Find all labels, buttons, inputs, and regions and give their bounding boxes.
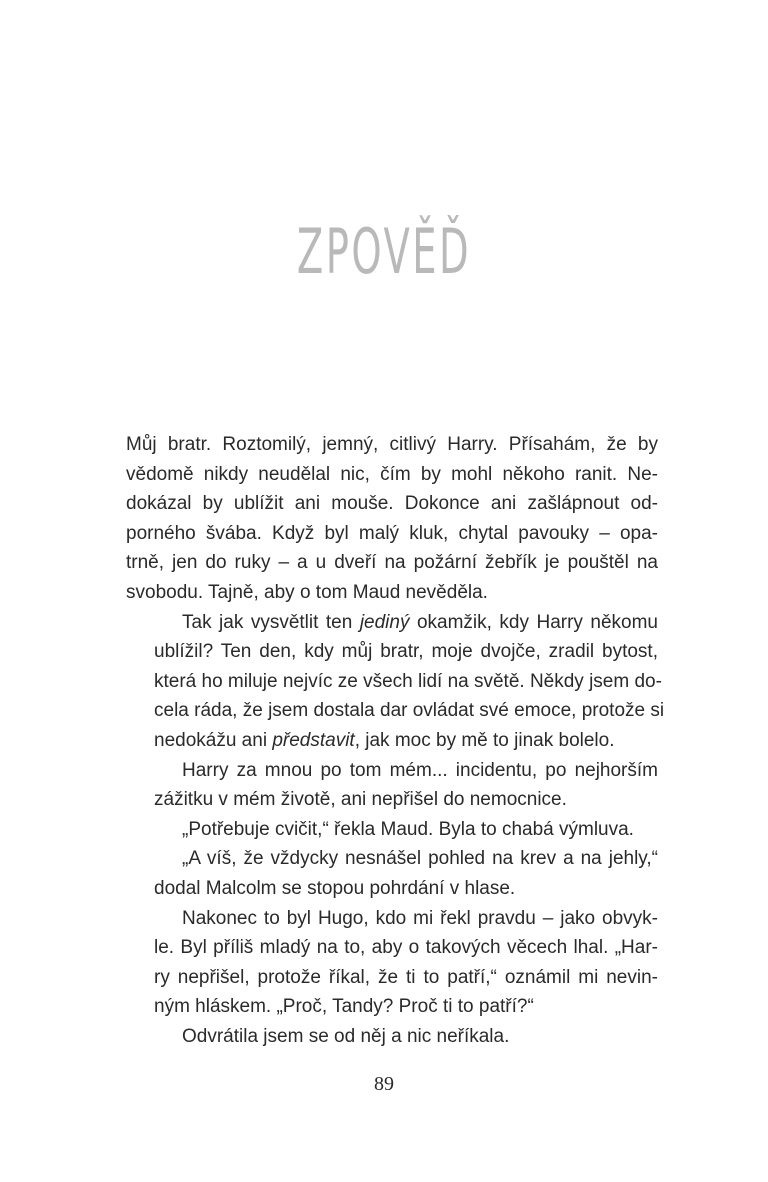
text-line: le. Byl příliš mladý na to, aby o takových věcech lhal. „Har- (154, 937, 658, 959)
text-line: „Potřebuje cvičit,“ řekla Maud. Byla to chabá výmluva. (182, 818, 634, 840)
text-line: Harry za mnou po tom mém... incidentu, po nejhorším (182, 759, 658, 781)
text-line: ublížil? Ten den, kdy můj bratr, moje dvojče, zradil bytost, (154, 641, 658, 663)
text-line: dodal Malcolm se stopou pohrdání v hlase. (154, 877, 516, 899)
paragraph (126, 430, 658, 608)
text-line: „A víš, že vždycky nesnášel pohled na krev a na jehly,“ (182, 848, 658, 870)
paragraph (126, 815, 658, 845)
text-line: ry nepřišel, protože říkal, že ti to patří,“ oznámil mi nevin- (154, 966, 658, 988)
text-line (126, 608, 658, 638)
text-line: ným hláskem. „Proč, Tandy? Proč ti to patří?“ (154, 996, 534, 1018)
text-line: dokázal by ublížit ani mouše. Dokonce ani zašlápnout od- (126, 493, 658, 515)
text-run: nedokážu ani (154, 729, 273, 751)
text-line: která ho miluje nejvíc ze všech lidí na světě. Někdy jsem do- (154, 670, 662, 692)
text-line: svobodu. Tajně, aby o tom Maud nevěděla. (126, 581, 488, 603)
paragraph (126, 844, 658, 903)
paragraph (126, 904, 658, 1022)
page-number: 89 (374, 1073, 394, 1095)
text-line: vědomě nikdy neudělal nic, čím by mohl někoho ranit. Ne- (126, 463, 658, 485)
text-line: Odvrátila jsem se od něj a nic neříkala. (182, 1025, 510, 1047)
text-line: cela ráda, že jsem dostala dar ovládat své emoce, protože si (154, 700, 665, 722)
text-run: Tak jak vysvětlit ten (182, 611, 360, 633)
text-run: , jak moc by mě to jinak bolelo. (354, 729, 615, 751)
text-run: okamžik, kdy Harry někomu (409, 611, 659, 633)
text-line: trně, jen do ruky – a u dveří na požární žebřík je pouštěl na (126, 552, 658, 574)
text-line: Nakonec to byl Hugo, kdo mi řekl pravdu – jako obvyk- (182, 907, 658, 929)
paragraph (126, 608, 665, 756)
emphasis-run: představit (272, 729, 355, 751)
paragraph (126, 756, 658, 815)
paragraph (126, 1022, 658, 1052)
text-line: Můj bratr. Roztomilý, jemný, citlivý Harry. Přísahám, že by (126, 434, 658, 455)
text-line: porného švába. Když byl malý kluk, chytal pavouky – opa- (126, 522, 658, 544)
emphasis-run: jediný (359, 611, 410, 633)
chapter-title: ZPOVĚĎ (296, 215, 472, 288)
text-line (126, 726, 658, 756)
text-line: zážitku v mém životě, ani nepřišel do nemocnice. (154, 789, 567, 811)
chapter-body (126, 430, 665, 1051)
